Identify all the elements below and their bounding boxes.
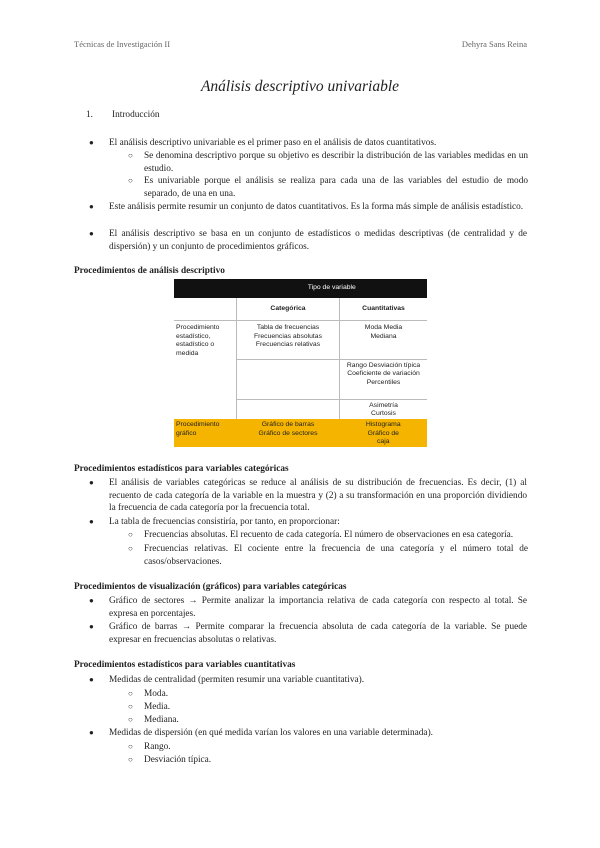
list-item: ○ Moda. [128, 689, 169, 699]
page-title: Análisis descriptivo univariable [200, 78, 400, 95]
list-item: ○ Desviación típica. [128, 755, 212, 765]
list-item: ○ Media. [128, 702, 171, 712]
row-label-procedimiento: Procedimiento estadístico, estadístico o medida [174, 321, 237, 360]
list-item: ○ Rango. [128, 742, 171, 752]
bullet-icon: ● [89, 478, 94, 487]
table-cell: Gráfico de barras Gráfico de sectores [237, 419, 340, 447]
section-label: Introducción [112, 110, 160, 120]
list-item: ● El análisis de variables categóricas se reduce al análisis de su distribución de frecuencias. Es decir, (1) al recuento de cada categoría de la variable en la muestra y (2) a su transformación en una proporción dividiendo la frecuencia de cada categoría por la frecuencia total. [89, 478, 527, 513]
procedures-table [174, 279, 427, 447]
circle-bullet-icon: ○ [128, 176, 133, 185]
circle-bullet-icon: ○ [128, 742, 133, 751]
bullet-icon: ● [89, 229, 94, 238]
list-item: ● La tabla de frecuencias consistiría, por tanto, en proporcionar: [89, 517, 340, 527]
circle-bullet-icon: ○ [128, 755, 133, 764]
proc-heading: Procedimientos de análisis descriptivo [74, 266, 225, 276]
header-left: Técnicas de Investigación II [74, 39, 171, 49]
table-cell: Tabla de frecuencias Frecuencias absolutas Frecuencias relativas [237, 321, 340, 360]
list-item: ● Medidas de dispersión (en qué medida varían los valores en una variable determinada). [89, 728, 433, 738]
list-item: ○ Mediana. [128, 715, 179, 725]
bullet-icon: ● [89, 202, 94, 211]
bullet-icon: ● [89, 138, 94, 147]
col-header-categorica: Categórica [237, 298, 340, 321]
bullet-icon: ● [89, 622, 94, 631]
table-cell: Asimetría Curtosis [340, 399, 428, 419]
table-cell: Rango Desviación típica Coeficiente de variación Percentiles [340, 359, 428, 399]
bullet-icon: ● [89, 596, 94, 605]
list-item: ● Gráfico de sectores → Permite analizar la importancia relativa de cada categoría con respecto al total. Se expresa en porcentajes. [89, 596, 527, 619]
list-item: ● Medidas de centralidad (permiten resumir una variable cuantitativa). [89, 675, 365, 685]
bullet-icon: ● [89, 517, 94, 526]
circle-bullet-icon: ○ [128, 151, 133, 160]
cat-stats-heading: Procedimientos estadísticos para variables categóricas [74, 464, 289, 474]
header-right: Dehyra Sans Reina [461, 39, 527, 49]
table-top-header: Tipo de variable [237, 279, 428, 298]
bullet-icon: ● [89, 675, 94, 684]
col-header-cuantitativas: Cuantitativas [340, 298, 428, 321]
bullet-icon: ● [89, 728, 94, 737]
circle-bullet-icon: ○ [128, 702, 133, 711]
list-item: ○ Es univariable porque el análisis se realiza para cada una de las variables del estudio de modo separado, de una en una. [128, 176, 528, 199]
circle-bullet-icon: ○ [128, 689, 133, 698]
list-item: ● Gráfico de barras → Permite comparar la frecuencia absoluta de cada categoría de la variable. Se puede expresar en frecuencias absolutas o relativas. [89, 622, 527, 645]
list-item: ● Este análisis permite resumir un conjunto de datos cuantitativos. Es la forma más simple de análisis estadístico. [89, 202, 524, 212]
circle-bullet-icon: ○ [128, 530, 133, 539]
section-number: 1. [86, 110, 93, 120]
quant-stats-heading: Procedimientos estadísticos para variables cuantitativas [74, 660, 296, 670]
table-cell: Moda Media Mediana [340, 321, 428, 360]
list-item: ○ Frecuencias absolutas. El recuento de cada categoría. El número de observaciones en esa categoría. [128, 530, 514, 540]
section-heading [86, 110, 160, 120]
circle-bullet-icon: ○ [128, 715, 133, 724]
row-label-grafico: Procedimiento gráfico [174, 419, 237, 447]
table-cell: Histograma Gráfico de caja [340, 419, 428, 447]
list-item: ○ Frecuencias relativas. El cociente entre la frecuencia de una categoría y el número total de casos/observaciones. [128, 544, 528, 567]
list-item: ○ Se denomina descriptivo porque su objetivo es describir la distribución de las variables medidas en un estudio. [128, 151, 528, 174]
cat-vis-heading: Procedimientos de visualización (gráficos) para variables categóricas [74, 582, 347, 592]
circle-bullet-icon: ○ [128, 544, 133, 553]
list-item: ● El análisis descriptivo se basa en un conjunto de estadísticos o medidas descriptivas (de centralidad y de dispersión) y un conjunto de procedimientos gráficos. [89, 229, 527, 252]
list-item: ● El análisis descriptivo univariable es el primer paso en el análisis de datos cuantitativos. [89, 138, 437, 148]
